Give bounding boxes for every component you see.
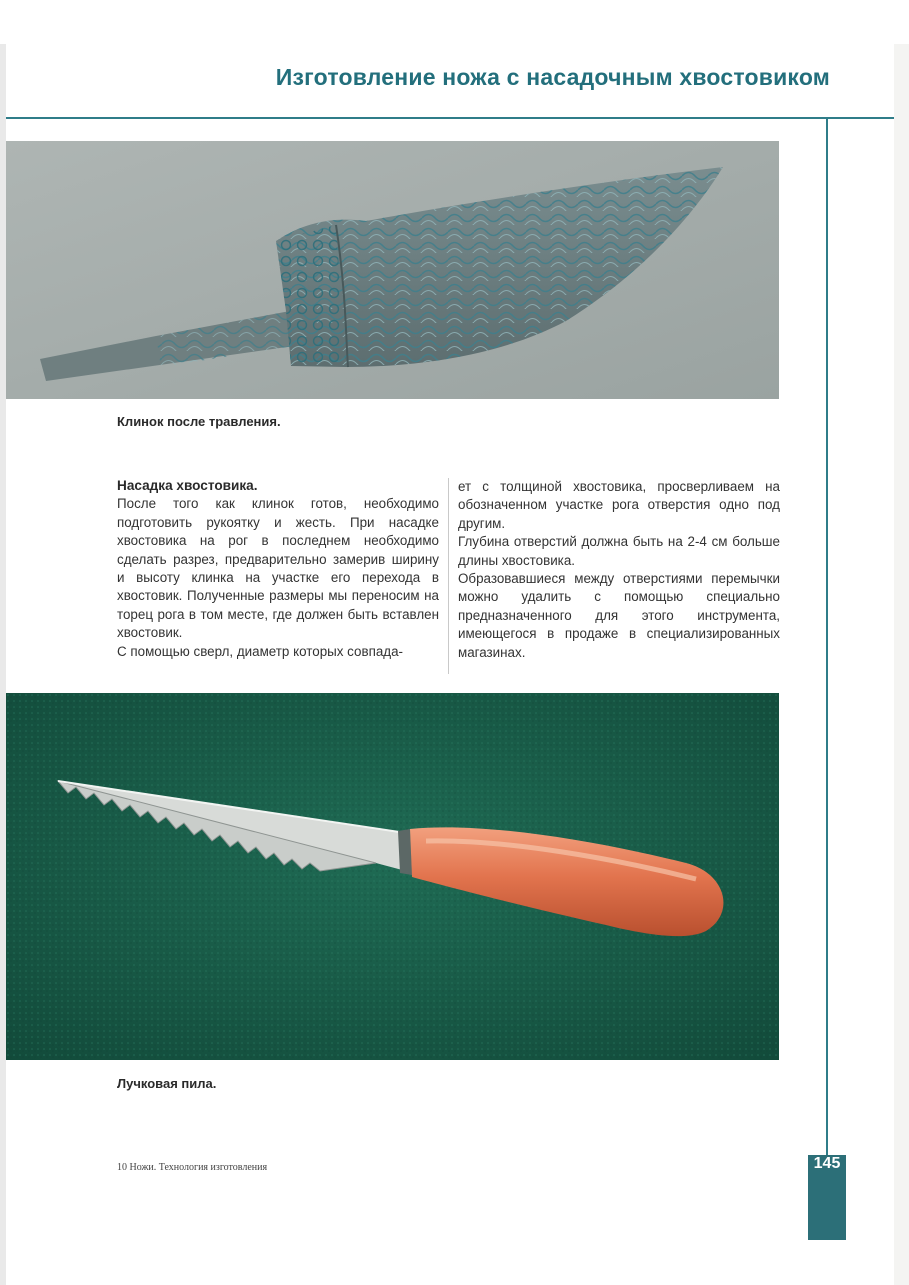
scan-margin-right <box>894 44 909 1285</box>
saw-photo <box>6 693 779 1060</box>
text-column-left <box>117 477 439 661</box>
paragraph: После того как клинок готов, необходимо подготовить рукоятку и жесть. При насадке хвостовика на рог в последнем необходимо сделать разрез, предварительно замерив ширину и высоту клинка на участке его перехода в хвостовик. Полученные размеры мы переносим на торец рога в том месте, где должен быть вставлен хвостовик. <box>117 496 439 641</box>
paragraph: Глубина отверстий должна быть на 2-4 см больше длины хвостовика. <box>458 534 780 568</box>
text-column-right <box>458 478 780 662</box>
page-title: Изготовление ножа с насадочным хвостовиком <box>275 64 830 90</box>
header-rule <box>6 117 894 119</box>
section-subheading: Насадка хвостовика. <box>117 478 258 493</box>
paragraph: С помощью сверл, диаметр которых совпада- <box>117 643 404 659</box>
figure-caption-saw: Лучковая пила. <box>117 1076 217 1091</box>
paragraph: Образовавшиеся между отверстиями перемычки можно удалить с помощью специально предназначенного для этого инструмента, имеющегося в продаже в специализированных магазинах. <box>458 571 780 660</box>
paragraph: ет с толщиной хвостовика, просверливаем на обозначенном участке рога отверстия одно под другим. <box>458 479 780 531</box>
running-footer: 10 Ножи. Технология изготовления <box>117 1162 268 1173</box>
column-divider <box>448 478 449 674</box>
blade-photo <box>6 141 779 399</box>
scan-margin-top <box>0 0 909 44</box>
margin-rule <box>826 119 828 1155</box>
figure-caption-blade: Клинок после травления. <box>117 414 281 429</box>
page-number: 145 <box>813 1155 841 1172</box>
